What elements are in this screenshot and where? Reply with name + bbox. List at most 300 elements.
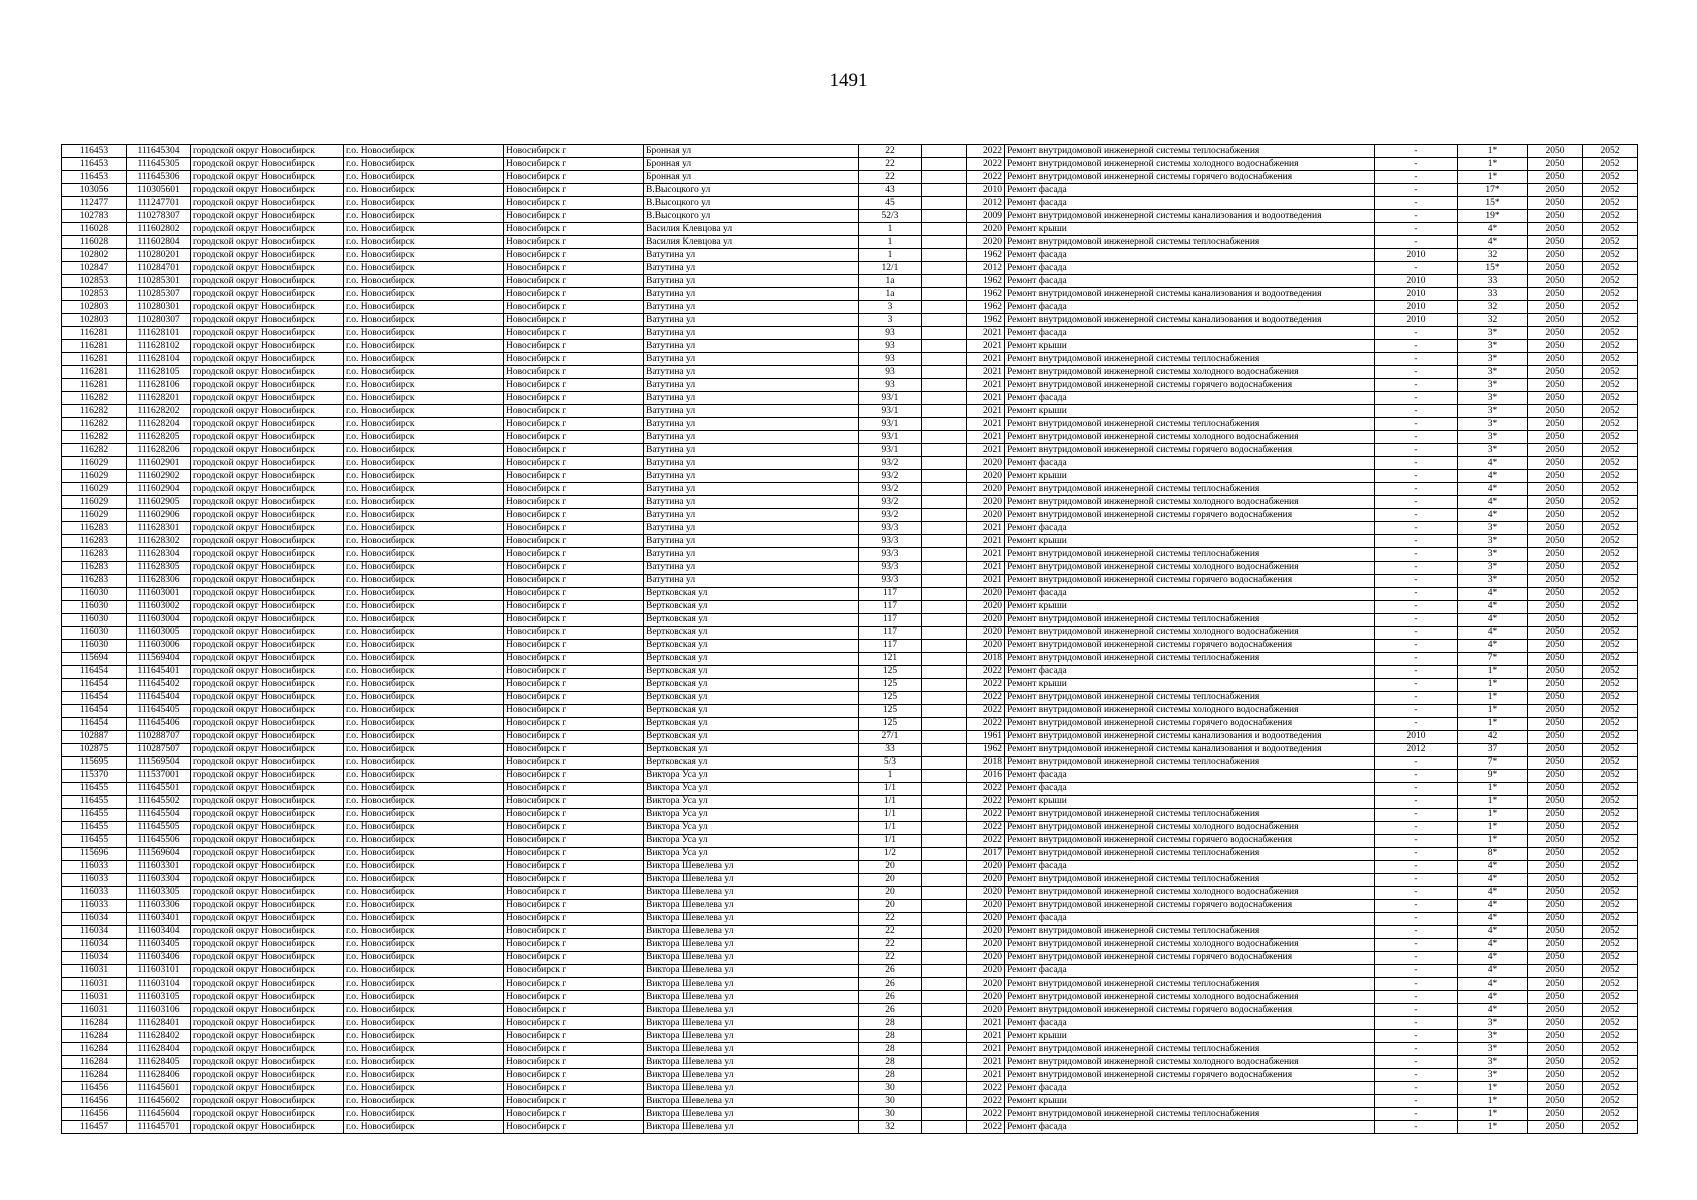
cell-plan-start: 2050 — [1528, 457, 1583, 470]
cell-work-type: Ремонт крыши — [1005, 1095, 1375, 1108]
table-row — [62, 145, 1638, 158]
cell-municipal-short: г.о. Новосибирск — [344, 847, 504, 860]
cell-last-repair-year: - — [1375, 1069, 1458, 1082]
cell-street: Ватутина ул — [644, 496, 859, 509]
cell-municipal-short: г.о. Новосибирск — [344, 470, 504, 483]
cell-street: Ватутина ул — [644, 275, 859, 288]
cell-last-repair-year: - — [1375, 1082, 1458, 1095]
cell-municipality: городской округ Новосибирск — [191, 600, 344, 613]
cell-year-built: 2021 — [967, 561, 1005, 574]
table-row — [62, 886, 1638, 899]
cell-municipality: городской округ Новосибирск — [191, 431, 344, 444]
cell-plan-end: 2052 — [1583, 223, 1638, 236]
cell-plan-end: 2052 — [1583, 730, 1638, 743]
cell-last-repair-year: 2010 — [1375, 249, 1458, 262]
cell-work-type: Ремонт внутридомовой инженерной системы теплоснабжения — [1005, 847, 1375, 860]
cell-settlement: Новосибирск г — [504, 1095, 644, 1108]
cell-plan-start: 2050 — [1528, 171, 1583, 184]
cell-wear: 15* — [1458, 197, 1528, 210]
cell-element-id: 111645506 — [127, 834, 191, 847]
cell-last-repair-year: - — [1375, 574, 1458, 587]
cell-house-number: 1 — [859, 236, 922, 249]
cell-wear: 4* — [1458, 938, 1528, 951]
cell-building — [922, 1095, 967, 1108]
cell-house-number: 5/3 — [859, 756, 922, 769]
cell-municipal-short: г.о. Новосибирск — [344, 782, 504, 795]
cell-municipal-short: г.о. Новосибирск — [344, 899, 504, 912]
cell-street: Виктора Уса ул — [644, 795, 859, 808]
cell-house-number: 1а — [859, 275, 922, 288]
cell-building — [922, 340, 967, 353]
cell-last-repair-year: - — [1375, 1030, 1458, 1043]
cell-plan-end: 2052 — [1583, 587, 1638, 600]
table-row — [62, 756, 1638, 769]
cell-plan-end: 2052 — [1583, 978, 1638, 991]
cell-element-id: 111628204 — [127, 418, 191, 431]
cell-street: Вертковская ул — [644, 665, 859, 678]
cell-house-id: 116284 — [62, 1030, 127, 1043]
cell-plan-start: 2050 — [1528, 769, 1583, 782]
cell-municipality: городской округ Новосибирск — [191, 652, 344, 665]
cell-last-repair-year: - — [1375, 405, 1458, 418]
cell-plan-start: 2050 — [1528, 1030, 1583, 1043]
cell-settlement: Новосибирск г — [504, 496, 644, 509]
cell-municipal-short: г.о. Новосибирск — [344, 574, 504, 587]
cell-year-built: 2021 — [967, 548, 1005, 561]
cell-house-number: 22 — [859, 158, 922, 171]
cell-plan-end: 2052 — [1583, 652, 1638, 665]
table-row — [62, 639, 1638, 652]
cell-house-id: 116281 — [62, 340, 127, 353]
cell-house-number: 3 — [859, 314, 922, 327]
cell-wear: 3* — [1458, 1056, 1528, 1069]
cell-year-built: 2018 — [967, 652, 1005, 665]
cell-building — [922, 587, 967, 600]
cell-building — [922, 496, 967, 509]
cell-building — [922, 847, 967, 860]
cell-municipality: городской округ Новосибирск — [191, 197, 344, 210]
cell-settlement: Новосибирск г — [504, 327, 644, 340]
cell-municipality: городской округ Новосибирск — [191, 509, 344, 522]
cell-settlement: Новосибирск г — [504, 1069, 644, 1082]
cell-element-id: 111602905 — [127, 496, 191, 509]
cell-wear: 4* — [1458, 860, 1528, 873]
cell-work-type: Ремонт внутридомовой инженерной системы горячего водоснабжения — [1005, 899, 1375, 912]
cell-municipal-short: г.о. Новосибирск — [344, 236, 504, 249]
cell-house-number: 26 — [859, 964, 922, 977]
cell-street: Ватутина ул — [644, 444, 859, 457]
cell-wear: 4* — [1458, 470, 1528, 483]
cell-element-id: 111603001 — [127, 587, 191, 600]
cell-wear: 1* — [1458, 704, 1528, 717]
cell-house-number: 125 — [859, 665, 922, 678]
cell-element-id: 111602902 — [127, 470, 191, 483]
cell-work-type: Ремонт внутридомовой инженерной системы холодного водоснабжения — [1005, 561, 1375, 574]
cell-work-type: Ремонт внутридомовой инженерной системы теплоснабжения — [1005, 691, 1375, 704]
cell-municipal-short: г.о. Новосибирск — [344, 158, 504, 171]
cell-street: Ватутина ул — [644, 314, 859, 327]
cell-wear: 4* — [1458, 600, 1528, 613]
cell-municipal-short: г.о. Новосибирск — [344, 405, 504, 418]
cell-plan-end: 2052 — [1583, 314, 1638, 327]
cell-wear: 1* — [1458, 1121, 1528, 1134]
cell-year-built: 2021 — [967, 522, 1005, 535]
cell-street: Ватутина ул — [644, 262, 859, 275]
cell-wear: 1* — [1458, 1082, 1528, 1095]
cell-wear: 3* — [1458, 1069, 1528, 1082]
cell-element-id: 111603101 — [127, 964, 191, 977]
cell-plan-end: 2052 — [1583, 964, 1638, 977]
table-row — [62, 925, 1638, 938]
cell-house-number: 117 — [859, 600, 922, 613]
cell-wear: 4* — [1458, 509, 1528, 522]
cell-year-built: 2010 — [967, 184, 1005, 197]
cell-municipality: городской округ Новосибирск — [191, 574, 344, 587]
cell-street: Виктора Шевелева ул — [644, 860, 859, 873]
cell-municipal-short: г.о. Новосибирск — [344, 639, 504, 652]
cell-last-repair-year: - — [1375, 353, 1458, 366]
cell-building — [922, 964, 967, 977]
cell-house-id: 102887 — [62, 730, 127, 743]
cell-building — [922, 457, 967, 470]
cell-street: В.Высоцкого ул — [644, 184, 859, 197]
cell-municipal-short: г.о. Новосибирск — [344, 184, 504, 197]
cell-element-id: 111645601 — [127, 1082, 191, 1095]
cell-last-repair-year: - — [1375, 379, 1458, 392]
cell-year-built: 2021 — [967, 327, 1005, 340]
cell-building — [922, 184, 967, 197]
cell-house-number: 1/1 — [859, 782, 922, 795]
cell-year-built: 2020 — [967, 613, 1005, 626]
cell-building — [922, 665, 967, 678]
cell-house-id: 116030 — [62, 600, 127, 613]
cell-municipal-short: г.о. Новосибирск — [344, 691, 504, 704]
table-row — [62, 301, 1638, 314]
cell-year-built: 2020 — [967, 483, 1005, 496]
cell-year-built: 2022 — [967, 1082, 1005, 1095]
cell-work-type: Ремонт внутридомовой инженерной системы теплоснабжения — [1005, 1108, 1375, 1121]
cell-municipality: городской округ Новосибирск — [191, 964, 344, 977]
cell-element-id: 111603306 — [127, 899, 191, 912]
cell-settlement: Новосибирск г — [504, 1082, 644, 1095]
cell-year-built: 2022 — [967, 1121, 1005, 1134]
cell-municipality: городской округ Новосибирск — [191, 236, 344, 249]
cell-plan-end: 2052 — [1583, 392, 1638, 405]
cell-year-built: 2020 — [967, 964, 1005, 977]
cell-element-id: 111628102 — [127, 340, 191, 353]
cell-house-number: 93/3 — [859, 522, 922, 535]
cell-municipal-short: г.о. Новосибирск — [344, 535, 504, 548]
cell-municipality: городской округ Новосибирск — [191, 275, 344, 288]
cell-last-repair-year: - — [1375, 392, 1458, 405]
cell-house-id: 116282 — [62, 392, 127, 405]
cell-municipality: городской округ Новосибирск — [191, 678, 344, 691]
cell-element-id: 111645604 — [127, 1108, 191, 1121]
cell-work-type: Ремонт внутридомовой инженерной системы теплоснабжения — [1005, 925, 1375, 938]
cell-house-number: 125 — [859, 691, 922, 704]
cell-building — [922, 1082, 967, 1095]
cell-settlement: Новосибирск г — [504, 665, 644, 678]
cell-work-type: Ремонт внутридомовой инженерной системы горячего водоснабжения — [1005, 171, 1375, 184]
cell-municipality: городской округ Новосибирск — [191, 717, 344, 730]
cell-wear: 1* — [1458, 795, 1528, 808]
cell-street: Виктора Шевелева ул — [644, 1004, 859, 1017]
cell-street: Ватутина ул — [644, 392, 859, 405]
cell-year-built: 2020 — [967, 925, 1005, 938]
cell-work-type: Ремонт внутридомовой инженерной системы холодного водоснабжения — [1005, 626, 1375, 639]
cell-building — [922, 1108, 967, 1121]
table-row — [62, 314, 1638, 327]
cell-house-id: 116456 — [62, 1082, 127, 1095]
cell-plan-end: 2052 — [1583, 262, 1638, 275]
cell-house-number: 22 — [859, 938, 922, 951]
table-row — [62, 978, 1638, 991]
cell-settlement: Новосибирск г — [504, 587, 644, 600]
cell-municipality: городской округ Новосибирск — [191, 860, 344, 873]
cell-municipality: городской округ Новосибирск — [191, 288, 344, 301]
cell-street: Ватутина ул — [644, 288, 859, 301]
cell-house-number: 93 — [859, 327, 922, 340]
cell-settlement: Новосибирск г — [504, 821, 644, 834]
cell-year-built: 2020 — [967, 223, 1005, 236]
cell-wear: 3* — [1458, 522, 1528, 535]
cell-settlement: Новосибирск г — [504, 197, 644, 210]
cell-municipality: городской округ Новосибирск — [191, 1082, 344, 1095]
cell-building — [922, 366, 967, 379]
cell-last-repair-year: - — [1375, 639, 1458, 652]
cell-plan-end: 2052 — [1583, 756, 1638, 769]
cell-house-number: 1а — [859, 288, 922, 301]
cell-house-id: 116454 — [62, 717, 127, 730]
cell-house-id: 116282 — [62, 405, 127, 418]
cell-building — [922, 613, 967, 626]
cell-wear: 32 — [1458, 314, 1528, 327]
table-body — [62, 145, 1638, 1134]
cell-last-repair-year: - — [1375, 873, 1458, 886]
cell-settlement: Новосибирск г — [504, 548, 644, 561]
cell-house-id: 116454 — [62, 704, 127, 717]
cell-element-id: 111628405 — [127, 1056, 191, 1069]
table-row — [62, 327, 1638, 340]
cell-wear: 4* — [1458, 1004, 1528, 1017]
cell-house-id: 116283 — [62, 561, 127, 574]
cell-street: Виктора Шевелева ул — [644, 873, 859, 886]
cell-house-id: 116284 — [62, 1069, 127, 1082]
cell-plan-start: 2050 — [1528, 262, 1583, 275]
cell-work-type: Ремонт внутридомовой инженерной системы холодного водоснабжения — [1005, 821, 1375, 834]
cell-element-id: 111602804 — [127, 236, 191, 249]
cell-year-built: 2020 — [967, 991, 1005, 1004]
cell-municipality: городской округ Новосибирск — [191, 886, 344, 899]
cell-house-number: 93/1 — [859, 431, 922, 444]
cell-plan-end: 2052 — [1583, 535, 1638, 548]
cell-plan-end: 2052 — [1583, 301, 1638, 314]
table-row — [62, 991, 1638, 1004]
cell-plan-start: 2050 — [1528, 301, 1583, 314]
cell-street: Виктора Шевелева ул — [644, 1056, 859, 1069]
cell-building — [922, 431, 967, 444]
cell-plan-start: 2050 — [1528, 821, 1583, 834]
cell-element-id: 111645505 — [127, 821, 191, 834]
cell-element-id: 111645502 — [127, 795, 191, 808]
cell-work-type: Ремонт внутридомовой инженерной системы теплоснабжения — [1005, 353, 1375, 366]
cell-last-repair-year: - — [1375, 223, 1458, 236]
cell-street: Виктора Шевелева ул — [644, 912, 859, 925]
cell-house-id: 116284 — [62, 1017, 127, 1030]
cell-work-type: Ремонт внутридомовой инженерной системы холодного водоснабжения — [1005, 158, 1375, 171]
cell-year-built: 1962 — [967, 301, 1005, 314]
cell-house-id: 116029 — [62, 496, 127, 509]
cell-last-repair-year: - — [1375, 600, 1458, 613]
cell-last-repair-year: - — [1375, 691, 1458, 704]
cell-plan-start: 2050 — [1528, 470, 1583, 483]
cell-last-repair-year: - — [1375, 509, 1458, 522]
cell-settlement: Новосибирск г — [504, 171, 644, 184]
cell-plan-end: 2052 — [1583, 483, 1638, 496]
cell-building — [922, 418, 967, 431]
cell-last-repair-year: - — [1375, 978, 1458, 991]
cell-settlement: Новосибирск г — [504, 912, 644, 925]
cell-building — [922, 522, 967, 535]
cell-street: Бронная ул — [644, 158, 859, 171]
cell-house-id: 116281 — [62, 379, 127, 392]
cell-plan-start: 2050 — [1528, 1056, 1583, 1069]
cell-building — [922, 574, 967, 587]
cell-work-type: Ремонт внутридомовой инженерной системы канализования и водоотведения — [1005, 314, 1375, 327]
cell-street: Вертковская ул — [644, 730, 859, 743]
cell-street: Вертковская ул — [644, 652, 859, 665]
cell-plan-end: 2052 — [1583, 769, 1638, 782]
table-row — [62, 1108, 1638, 1121]
cell-wear: 4* — [1458, 457, 1528, 470]
cell-house-number: 22 — [859, 171, 922, 184]
cell-year-built: 1962 — [967, 743, 1005, 756]
cell-year-built: 2016 — [967, 769, 1005, 782]
cell-municipal-short: г.о. Новосибирск — [344, 223, 504, 236]
cell-last-repair-year: - — [1375, 145, 1458, 158]
cell-street: Виктора Шевелева ул — [644, 1043, 859, 1056]
cell-year-built: 2021 — [967, 366, 1005, 379]
cell-house-number: 125 — [859, 717, 922, 730]
cell-plan-end: 2052 — [1583, 1108, 1638, 1121]
cell-municipal-short: г.о. Новосибирск — [344, 561, 504, 574]
table-row — [62, 964, 1638, 977]
cell-work-type: Ремонт фасада — [1005, 249, 1375, 262]
cell-last-repair-year: - — [1375, 236, 1458, 249]
cell-work-type: Ремонт внутридомовой инженерной системы горячего водоснабжения — [1005, 1004, 1375, 1017]
cell-plan-end: 2052 — [1583, 691, 1638, 704]
table-row — [62, 392, 1638, 405]
capital-repair-table — [61, 144, 1638, 1134]
cell-work-type: Ремонт внутридомовой инженерной системы теплоснабжения — [1005, 236, 1375, 249]
cell-plan-start: 2050 — [1528, 613, 1583, 626]
cell-municipal-short: г.о. Новосибирск — [344, 600, 504, 613]
cell-last-repair-year: - — [1375, 925, 1458, 938]
cell-last-repair-year: - — [1375, 431, 1458, 444]
table-row — [62, 860, 1638, 873]
cell-municipal-short: г.о. Новосибирск — [344, 288, 504, 301]
cell-building — [922, 978, 967, 991]
cell-house-number: 27/1 — [859, 730, 922, 743]
cell-plan-start: 2050 — [1528, 978, 1583, 991]
cell-element-id: 111537001 — [127, 769, 191, 782]
cell-settlement: Новосибирск г — [504, 483, 644, 496]
cell-municipal-short: г.о. Новосибирск — [344, 1017, 504, 1030]
cell-municipal-short: г.о. Новосибирск — [344, 522, 504, 535]
cell-wear: 4* — [1458, 964, 1528, 977]
cell-last-repair-year: - — [1375, 886, 1458, 899]
cell-work-type: Ремонт внутридомовой инженерной системы холодного водоснабжения — [1005, 366, 1375, 379]
table-row — [62, 444, 1638, 457]
cell-element-id: 111645305 — [127, 158, 191, 171]
cell-year-built: 2022 — [967, 158, 1005, 171]
cell-element-id: 111628301 — [127, 522, 191, 535]
table-row — [62, 1082, 1638, 1095]
cell-plan-start: 2050 — [1528, 912, 1583, 925]
cell-building — [922, 1043, 967, 1056]
cell-element-id: 111602901 — [127, 457, 191, 470]
cell-house-id: 102802 — [62, 249, 127, 262]
cell-street: Вертковская ул — [644, 613, 859, 626]
cell-settlement: Новосибирск г — [504, 405, 644, 418]
cell-municipal-short: г.о. Новосибирск — [344, 717, 504, 730]
cell-year-built: 2021 — [967, 392, 1005, 405]
cell-year-built: 2020 — [967, 912, 1005, 925]
cell-wear: 3* — [1458, 1030, 1528, 1043]
cell-house-number: 20 — [859, 860, 922, 873]
cell-last-repair-year: - — [1375, 665, 1458, 678]
cell-house-number: 28 — [859, 1056, 922, 1069]
cell-municipality: городской округ Новосибирск — [191, 873, 344, 886]
cell-last-repair-year: - — [1375, 795, 1458, 808]
cell-building — [922, 301, 967, 314]
cell-building — [922, 249, 967, 262]
cell-last-repair-year: 2012 — [1375, 743, 1458, 756]
cell-house-id: 112477 — [62, 197, 127, 210]
cell-last-repair-year: - — [1375, 197, 1458, 210]
cell-element-id: 111645405 — [127, 704, 191, 717]
cell-wear: 4* — [1458, 925, 1528, 938]
cell-house-number: 121 — [859, 652, 922, 665]
cell-last-repair-year: - — [1375, 1095, 1458, 1108]
cell-street: Вертковская ул — [644, 587, 859, 600]
cell-plan-end: 2052 — [1583, 340, 1638, 353]
cell-street: Ватутина ул — [644, 483, 859, 496]
cell-house-id: 116030 — [62, 626, 127, 639]
cell-house-id: 116031 — [62, 978, 127, 991]
cell-element-id: 111569504 — [127, 756, 191, 769]
cell-street: Ватутина ул — [644, 327, 859, 340]
cell-building — [922, 600, 967, 613]
cell-wear: 3* — [1458, 431, 1528, 444]
cell-element-id: 110285301 — [127, 275, 191, 288]
cell-building — [922, 275, 967, 288]
cell-work-type: Ремонт внутридомовой инженерной системы теплоснабжения — [1005, 808, 1375, 821]
cell-municipality: городской округ Новосибирск — [191, 327, 344, 340]
cell-settlement: Новосибирск г — [504, 366, 644, 379]
cell-plan-end: 2052 — [1583, 431, 1638, 444]
cell-municipal-short: г.о. Новосибирск — [344, 795, 504, 808]
cell-plan-start: 2050 — [1528, 691, 1583, 704]
cell-wear: 1* — [1458, 808, 1528, 821]
cell-settlement: Новосибирск г — [504, 1121, 644, 1134]
cell-work-type: Ремонт внутридомовой инженерной системы горячего водоснабжения — [1005, 951, 1375, 964]
cell-municipal-short: г.о. Новосибирск — [344, 652, 504, 665]
cell-work-type: Ремонт внутридомовой инженерной системы холодного водоснабжения — [1005, 704, 1375, 717]
cell-house-number: 93 — [859, 340, 922, 353]
cell-work-type: Ремонт фасада — [1005, 327, 1375, 340]
cell-municipal-short: г.о. Новосибирск — [344, 704, 504, 717]
